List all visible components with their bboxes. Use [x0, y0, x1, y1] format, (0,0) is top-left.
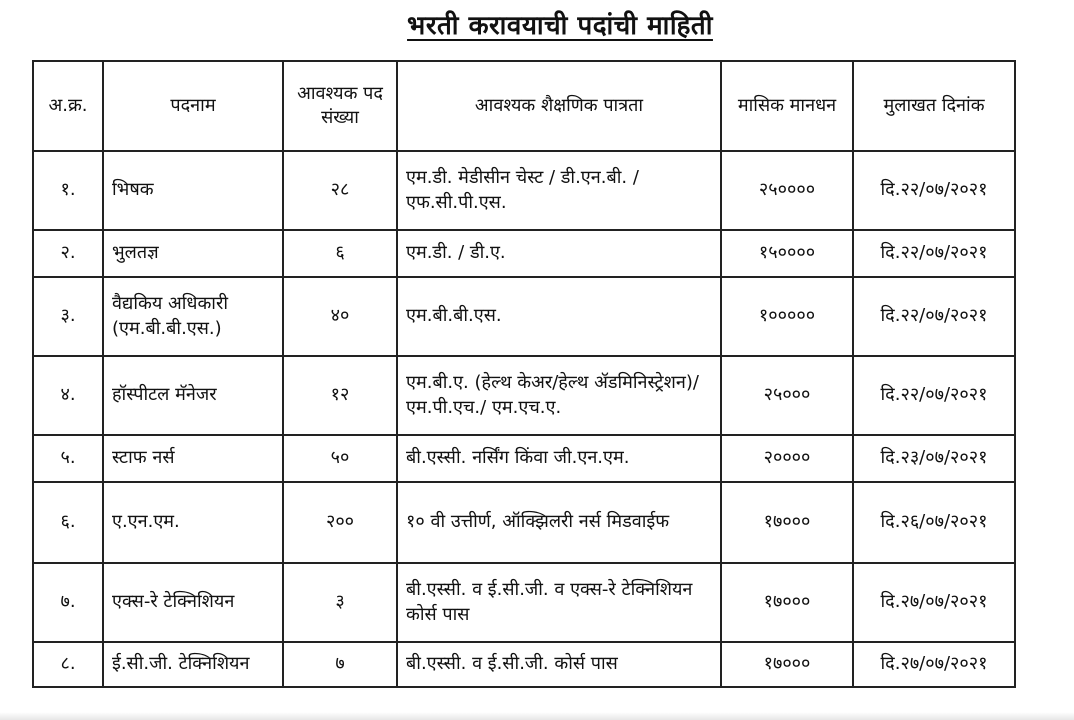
cell-count: १२: [283, 356, 397, 435]
cell-sr: ६.: [33, 482, 103, 563]
cell-qualification: १० वी उत्तीर्ण, ऑक्झिलरी नर्स मिडवाईफ: [397, 482, 721, 563]
table-header-row: [33, 61, 1015, 151]
cell-date: दि.२६/०७/२०२१: [853, 482, 1015, 563]
table-row: [33, 230, 1015, 277]
cell-salary: १७०००: [721, 642, 853, 687]
cell-qualification: एम.बी.ए. (हेल्थ केअर/हेल्थ ॲडमिनिस्ट्रेशन)/एम.पी.एच./ एम.एच.ए.: [397, 356, 721, 435]
cell-post: एक्स-रे टेक्निशियन: [103, 563, 283, 642]
header-sr: अ.क्र.: [33, 61, 103, 151]
cell-count: ६: [283, 230, 397, 277]
cell-count: ५०: [283, 435, 397, 482]
header-date: मुलाखत दिनांक: [853, 61, 1015, 151]
cell-qualification: एम.डी. / डी.ए.: [397, 230, 721, 277]
cell-sr: ५.: [33, 435, 103, 482]
cell-post: हॉस्पीटल मॅनेजर: [103, 356, 283, 435]
cell-sr: २.: [33, 230, 103, 277]
cell-post: वैद्यकिय अधिकारी (एम.बी.बी.एस.): [103, 277, 283, 356]
cell-post: ए.एन.एम.: [103, 482, 283, 563]
cell-date: दि.२२/०७/२०२१: [853, 230, 1015, 277]
page-edge-shadow: [0, 712, 1074, 720]
table-row: [33, 356, 1015, 435]
cell-salary: १५००००: [721, 230, 853, 277]
cell-salary: २५०००: [721, 356, 853, 435]
cell-salary: १०००००: [721, 277, 853, 356]
cell-sr: ७.: [33, 563, 103, 642]
cell-qualification: बी.एस्सी. व ई.सी.जी. व एक्स-रे टेक्निशियन कोर्स पास: [397, 563, 721, 642]
table-row: [33, 151, 1015, 230]
cell-post: ई.सी.जी. टेक्निशियन: [103, 642, 283, 687]
cell-date: दि.२३/०७/२०२१: [853, 435, 1015, 482]
table-row: [33, 435, 1015, 482]
cell-count: २००: [283, 482, 397, 563]
cell-sr: १.: [33, 151, 103, 230]
cell-salary: १७०००: [721, 563, 853, 642]
header-salary: मासिक मानधन: [721, 61, 853, 151]
table-row: [33, 277, 1015, 356]
cell-salary: १७०००: [721, 482, 853, 563]
header-post: पदनाम: [103, 61, 283, 151]
cell-qualification: बी.एस्सी. नर्सिंग किंवा जी.एन.एम.: [397, 435, 721, 482]
cell-date: दि.२२/०७/२०२१: [853, 277, 1015, 356]
cell-count: ७: [283, 642, 397, 687]
cell-sr: ४.: [33, 356, 103, 435]
table-row: [33, 482, 1015, 563]
cell-sr: ८.: [33, 642, 103, 687]
cell-date: दि.२७/०७/२०२१: [853, 642, 1015, 687]
header-count: आवश्यक पद संख्या: [283, 61, 397, 151]
header-qualification: आवश्यक शैक्षणिक पात्रता: [397, 61, 721, 151]
cell-count: ४०: [283, 277, 397, 356]
cell-count: २८: [283, 151, 397, 230]
cell-date: दि.२२/०७/२०२१: [853, 356, 1015, 435]
recruitment-table: [32, 60, 1016, 688]
cell-sr: ३.: [33, 277, 103, 356]
cell-salary: २५००००: [721, 151, 853, 230]
cell-salary: २००००: [721, 435, 853, 482]
cell-post: स्टाफ नर्स: [103, 435, 283, 482]
table-row: [33, 563, 1015, 642]
cell-date: दि.२७/०७/२०२१: [853, 563, 1015, 642]
cell-post: भिषक: [103, 151, 283, 230]
cell-count: ३: [283, 563, 397, 642]
cell-date: दि.२२/०७/२०२१: [853, 151, 1015, 230]
cell-post: भुलतज्ञ: [103, 230, 283, 277]
cell-qualification: बी.एस्सी. व ई.सी.जी. कोर्स पास: [397, 642, 721, 687]
page-title: भरती करावयाची पदांची माहिती: [407, 11, 713, 41]
cell-qualification: एम.डी. मेडीसीन चेस्ट / डी.एन.बी. / एफ.सी.पी.एस.: [397, 151, 721, 230]
table-row: [33, 642, 1015, 687]
cell-qualification: एम.बी.बी.एस.: [397, 277, 721, 356]
